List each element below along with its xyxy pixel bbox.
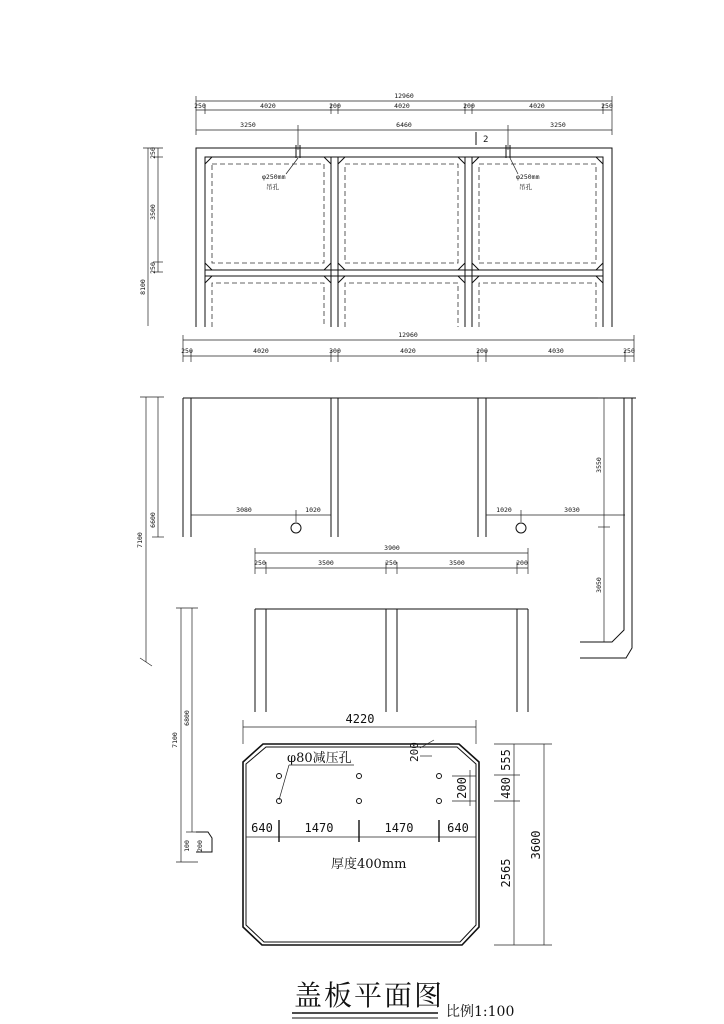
plate-bottom-dim: 1470 (384, 821, 414, 835)
v1-left-dim: 3500 (149, 204, 157, 220)
v1-span-dim: 250 (601, 102, 613, 110)
v3-corner-dim: 100 (183, 840, 191, 852)
v2-span-dim: 250 (181, 347, 193, 355)
v1-span-dim: 4020 (394, 102, 410, 110)
v1-hole-dim: 3250 (240, 121, 256, 129)
v2-bottom-dim: 3030 (564, 506, 580, 514)
v1-span-dim: 200 (329, 102, 341, 110)
drawing-title: 盖板平面图 (294, 979, 445, 1012)
v2-span-dim: 4020 (400, 347, 416, 355)
drawing-title-block (292, 979, 514, 1020)
plate-bottom-dim: 1470 (304, 821, 334, 835)
v2-right-dim: 3550 (595, 457, 603, 473)
v2-span-dim: 4030 (548, 347, 564, 355)
cover-plate-plan (243, 712, 552, 945)
v2-span-dim: 200 (476, 347, 488, 355)
drawing-scale: 比例1:100 (446, 1004, 515, 1020)
v3-left-dim: 7100 (171, 732, 179, 748)
view-1-top-slab (139, 92, 613, 327)
v3-span-dim: 250 (385, 559, 397, 567)
v1-left-dim: 250 (149, 262, 157, 274)
plate-bottom-dim: 640 (447, 821, 469, 835)
v2-right-dim: 3050 (595, 577, 603, 593)
plate-width-dim: 4220 (345, 712, 375, 726)
v2-span-dim: 300 (329, 347, 341, 355)
v1-hole-label: φ250mm (516, 173, 540, 181)
v2-left-dim: 6600 (149, 512, 157, 528)
v3-left-dim: 6800 (183, 710, 191, 726)
v2-bottom-dim: 1020 (305, 506, 321, 514)
v1-span-dim: 200 (463, 102, 475, 110)
v1-left-dim: 8100 (139, 279, 147, 295)
v2-bottom-dim: 3080 (236, 506, 252, 514)
v3-corner-dim: 200 (196, 840, 204, 852)
v1-hole-label: φ250mm (262, 173, 286, 181)
plate-hole-label: φ80减压孔 (287, 751, 352, 766)
v1-span-dim: 4020 (260, 102, 276, 110)
v1-hole-dim: 6460 (396, 121, 412, 129)
v1-span-dim: 250 (194, 102, 206, 110)
plate-right-dim: 480 (499, 777, 513, 799)
v1-hole-dim: 3250 (550, 121, 566, 129)
v3-span-dim: 3500 (318, 559, 334, 567)
v1-section-mark: 2 (483, 135, 489, 145)
view-3-lower (171, 544, 528, 862)
v1-total-dim: 12960 (394, 92, 414, 100)
v1-hole-label: 吊孔 (266, 183, 279, 191)
v2-span-dim: 4020 (253, 347, 269, 355)
v2-span-dim: 250 (623, 347, 635, 355)
plate-offset-dim: 200 (455, 777, 469, 799)
plate-thickness-label: 厚度400mm (331, 857, 407, 872)
v1-hole-label: 吊孔 (519, 183, 532, 191)
plate-right-dim: 555 (499, 749, 513, 771)
plate-bottom-dim: 640 (251, 821, 273, 835)
v3-total-dim: 3900 (384, 544, 400, 552)
v3-span-dim: 250 (254, 559, 266, 567)
v2-total-dim: 12960 (398, 331, 418, 339)
v1-left-dim: 250 (149, 147, 157, 159)
plate-height-dim: 3600 (529, 830, 543, 860)
v3-span-dim: 3500 (449, 559, 465, 567)
plate-chamfer-dim: 200 (408, 742, 421, 762)
plate-right-dim: 2565 (499, 858, 513, 888)
v1-span-dim: 4020 (529, 102, 545, 110)
v3-span-dim: 200 (516, 559, 528, 567)
v2-left-dim: 7100 (136, 532, 144, 548)
v2-bottom-dim: 1020 (496, 506, 512, 514)
